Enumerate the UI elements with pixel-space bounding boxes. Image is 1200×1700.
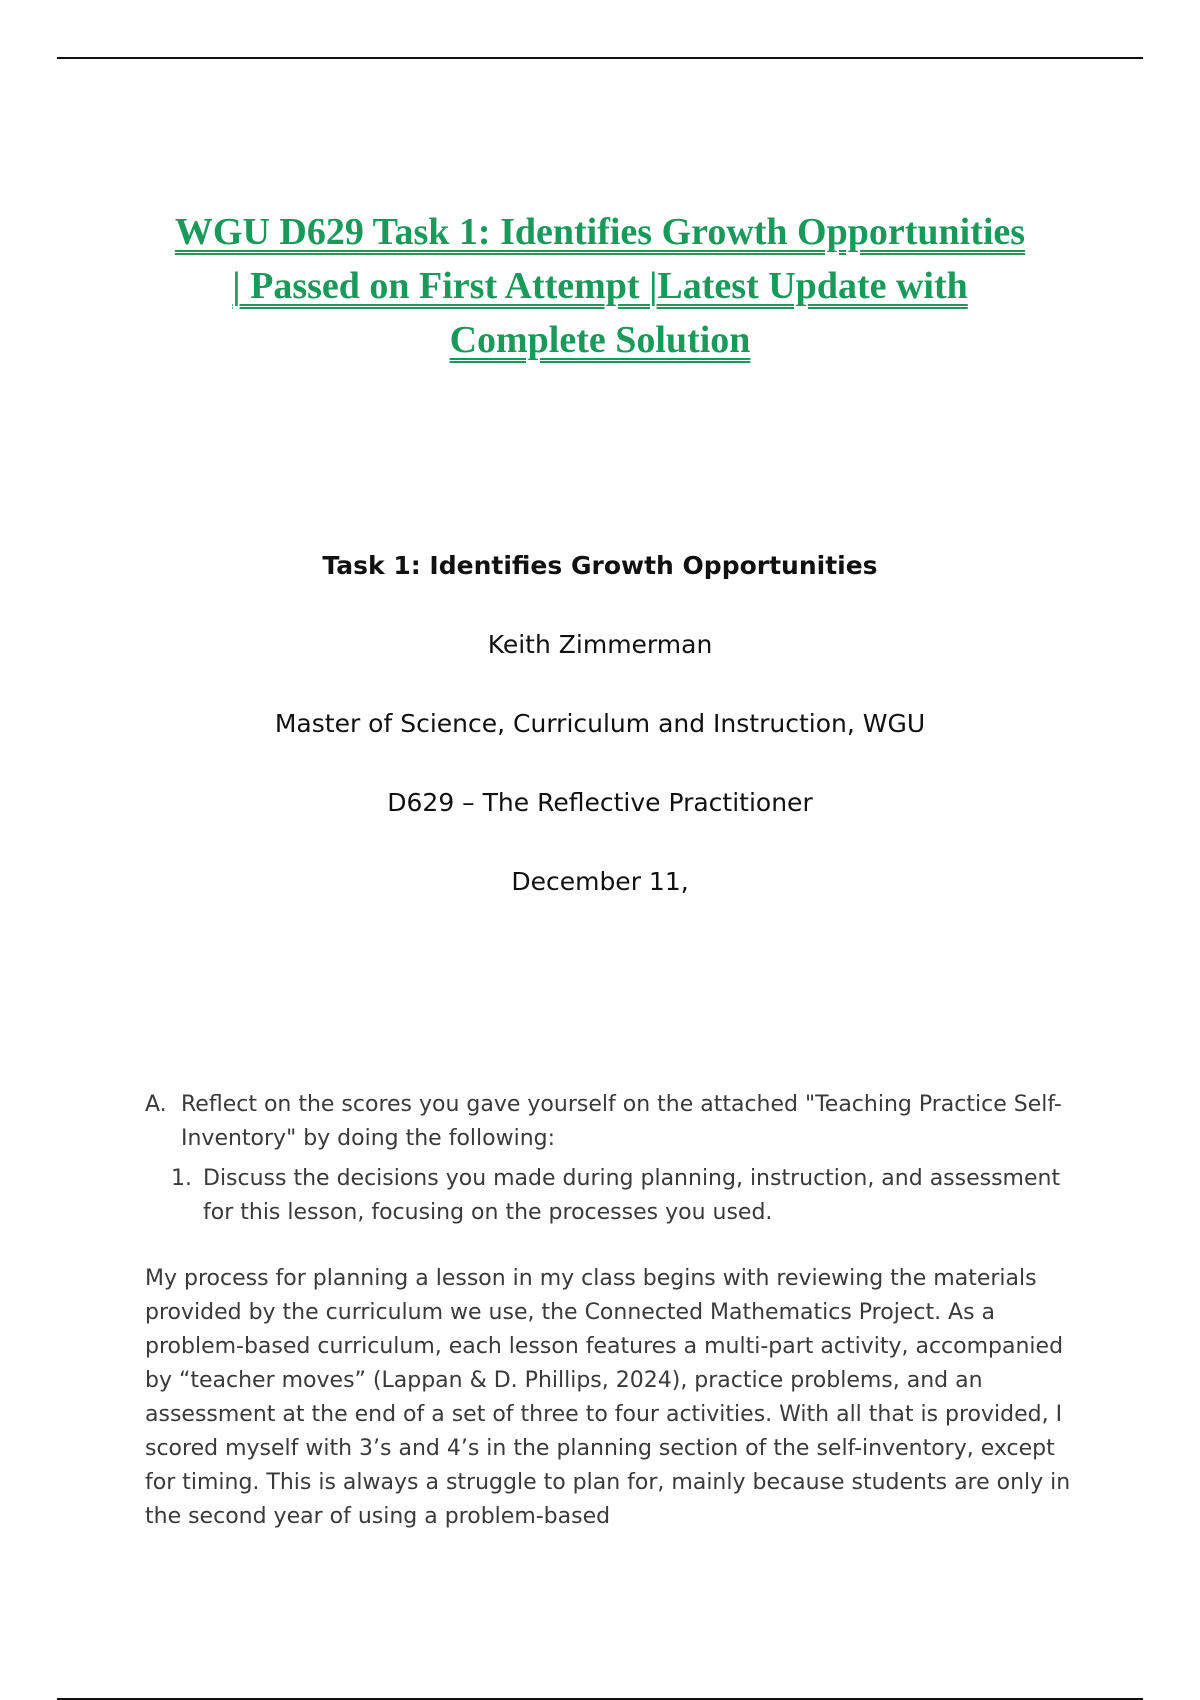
response-paragraph: My process for planning a lesson in my class begins with reviewing the materials provided by the curriculum we use, the Connected Mathematics Project. As a problem-based curriculum, each lesson features a multi-part activity, accompanied by “teacher moves” (Lappan & D. Phillips, 2024), practice problems, and an assessment at the end of a set of three to four activities. With all that is provided, I scored myself with 3’s and 4’s in the planning section of the self-inventory, except for timing. This is always a struggle to plan for, mainly because students are only in the second year of using a problem-based: [145, 1266, 1071, 1529]
task-heading: Task 1: Identifies Growth Opportunities: [322, 551, 878, 580]
document-title: [100, 205, 1100, 367]
author-name: Keith Zimmerman: [487, 630, 713, 659]
document-title-line-2: | Passed on First Attempt |Latest Update with: [232, 265, 968, 307]
program-name: Master of Science, Curriculum and Instruction, WGU: [274, 709, 926, 738]
prompt-subitem-1: [145, 1162, 1065, 1230]
prompt-item-a: [145, 1088, 1065, 1156]
document-title-line-3: Complete Solution: [449, 319, 751, 361]
top-rule: [57, 57, 1143, 59]
prompt-marker: A.: [145, 1092, 167, 1117]
prompt-text: Reflect on the scores you gave yourself on the attached "Teaching Practice Self-Inventory" by doing the following:: [181, 1092, 1062, 1151]
course-name: D629 – The Reflective Practitioner: [387, 788, 813, 817]
prompt-sub-marker: 1.: [171, 1166, 192, 1191]
assignment-prompt: [145, 1088, 1065, 1230]
prompt-sub-text: Discuss the decisions you made during planning, instruction, and assessment for this lesson, focusing on the processes you used.: [203, 1166, 1061, 1225]
submission-date: December 11,: [511, 867, 689, 896]
document-title-line-1: WGU D629 Task 1: Identifies Growth Opportunities: [174, 211, 1026, 253]
